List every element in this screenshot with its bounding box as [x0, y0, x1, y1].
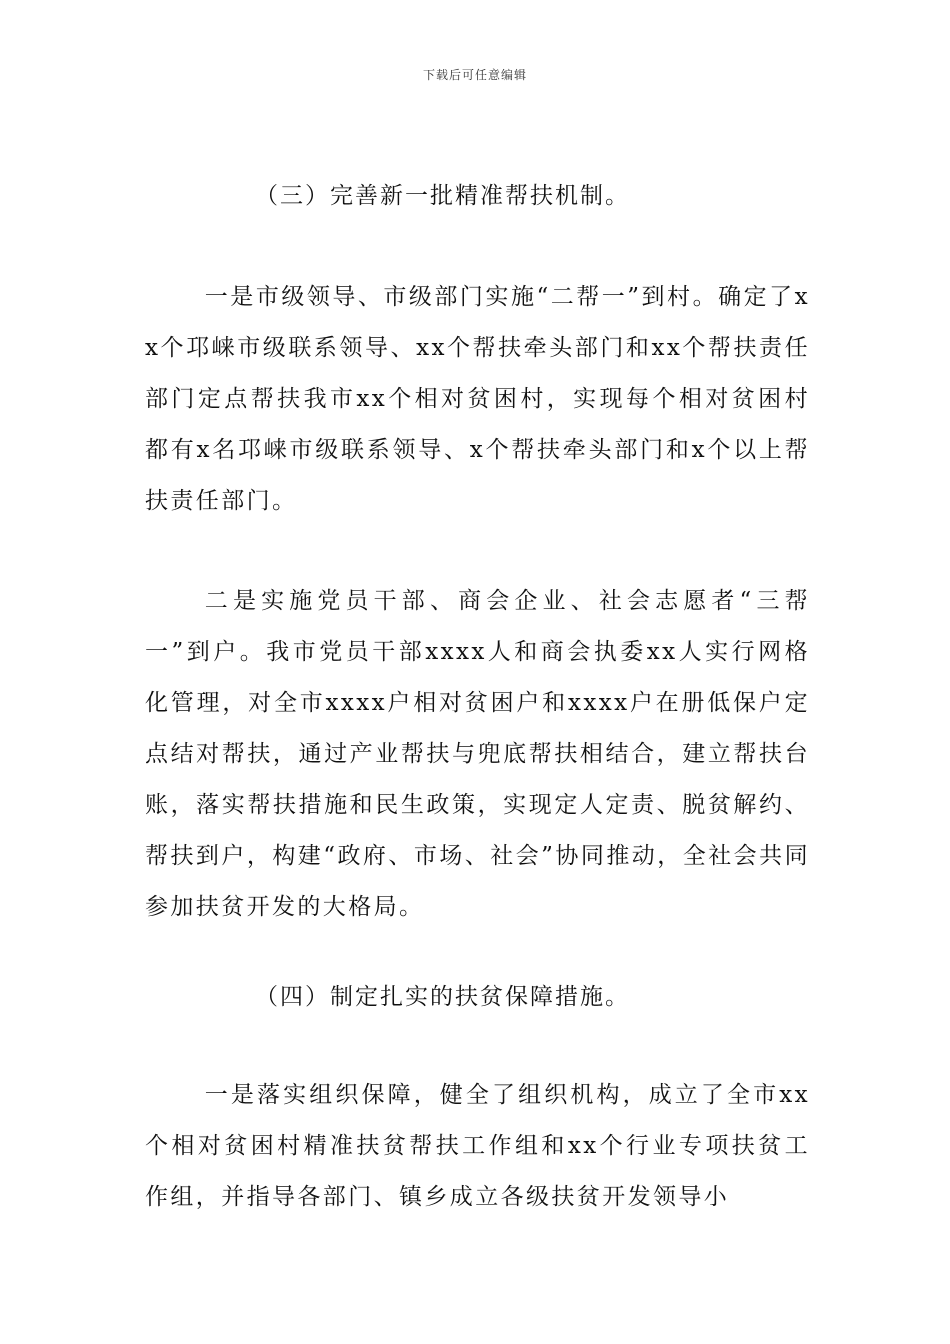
section-heading-3: （三）完善新一批精准帮扶机制。 [255, 183, 630, 209]
paragraph-3-2: 二是实施党员干部、商会企业、社会志愿者“三帮一”到户。我市党员干部xxxx人和商会执委xx人实行网格化管理，对全市xxxx户相对贫困户和xxxx户在册低保户定点结对帮扶，通过产业帮扶与兜底帮扶相结合，建立帮扶台账，落实帮扶措施和民生政策，实现定人定责、脱贫解约、帮扶到户，构建“政府、市场、社会”协同推动，全社会共同参加扶贫开发的大格局。 [145, 588, 810, 920]
section-heading-4: （四）制定扎实的扶贫保障措施。 [255, 984, 630, 1010]
paragraph-3-1: 一是市级领导、市级部门实施“二帮一”到村。确定了xx个邛崃市级联系领导、xx个帮扶牵头部门和xx个帮扶责任部门定点帮扶我市xx个相对贫困村，实现每个相对贫困村都有x名邛崃市级联系领导、x个帮扶牵头部门和x个以上帮扶责任部门。 [145, 284, 810, 514]
page-header-note: 下载后可任意编辑 [422, 68, 527, 82]
paragraph-4-1: 一是落实组织保障，健全了组织机构，成立了全市xx个相对贫困村精准扶贫帮扶工作组和xx个行业专项扶贫工作组，并指导各部门、镇乡成立各级扶贫开发领导小 [145, 1082, 810, 1210]
